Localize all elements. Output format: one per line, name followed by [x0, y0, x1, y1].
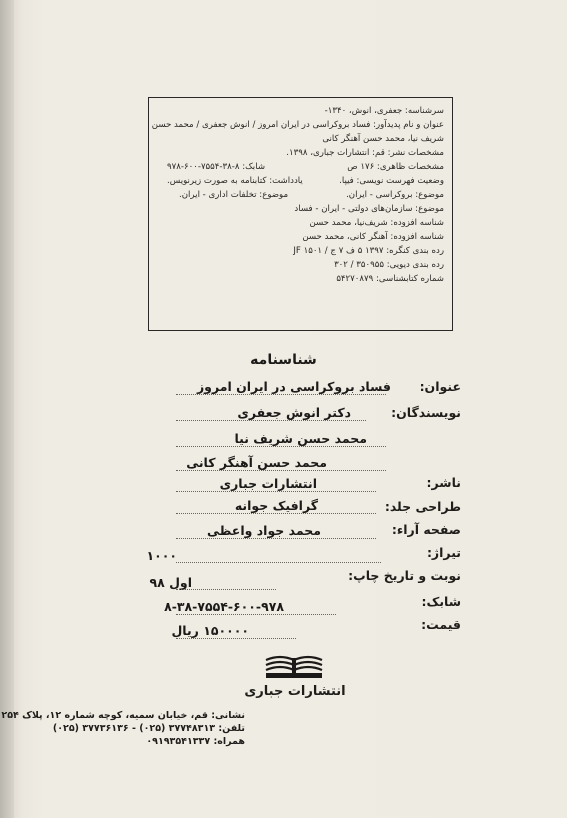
cover-design-value: گرافیک جوانه [234, 498, 318, 513]
dotted-rule [176, 614, 336, 615]
cip-line: عنوان و نام پدیدآور: فساد بروکراسی در ایران امروز / انوش جعفری / محمد حسن [151, 120, 444, 130]
title-value: فساد بروکراسی در ایران امروز [196, 379, 391, 394]
cip-line: شناسه افزوده: شریف‌نیا، محمد حسن [309, 218, 444, 228]
publisher-name: انتشارات جباری [244, 684, 346, 699]
publisher-logo-icon [262, 654, 326, 680]
print-run-value: ۱۰۰۰ [146, 548, 177, 563]
dotted-rule [176, 513, 376, 514]
cip-note: یادداشت: کتابنامه به صورت زیرنویس. [167, 176, 303, 186]
dotted-rule [176, 562, 381, 563]
cover-design-label: طراحی جلد: [384, 499, 461, 514]
author-2: محمد حسن شریف نیا [234, 431, 367, 446]
cip-subject-admin: موضوع: تخلفات اداری - ایران. [179, 190, 289, 200]
author-1: دکتر انوش جعفری [237, 405, 351, 420]
dotted-rule [176, 470, 386, 471]
cip-line: مشخصات نشر: قم: انتشارات جباری، ۱۳۹۸. [286, 148, 444, 158]
price-label: قیمت: [421, 617, 461, 632]
edition-value: اول ۹۸ [149, 575, 192, 590]
page-title: شناسنامه [250, 352, 317, 368]
publisher-label: ناشر: [426, 475, 461, 490]
dotted-rule [176, 638, 296, 639]
dotted-rule [176, 491, 376, 492]
layout-value: محمد جواد واعظی [206, 523, 321, 538]
authors-label: نویسندگان: [391, 405, 461, 420]
cip-line: وضعیت فهرست نویسی: فیپا. [339, 176, 444, 186]
author-3: محمد حسن آهنگر کانی [186, 455, 327, 470]
publisher-address: نشانی: قم، خیابان سمیه، کوچه شماره ۱۲، پلاک ۲۵۴ [1, 710, 245, 721]
dotted-rule [176, 394, 386, 395]
publisher-mobile: همراه: ۰۹۱۹۳۵۴۱۳۳۷ [146, 736, 245, 747]
cip-isbn: شابک: ۸-۳۸-۷۵۵۴-۶۰۰-۹۷۸ [167, 162, 266, 172]
publisher-phone: تلفن: ۳۷۷۴۸۳۱۳ (۰۲۵) - ۳۷۷۳۶۱۳۶ (۰۲۵) [52, 723, 245, 734]
layout-label: صفحه آراء: [391, 522, 461, 537]
dotted-rule [176, 589, 276, 590]
dotted-rule [176, 446, 386, 447]
dotted-rule [176, 538, 376, 539]
dotted-rule [176, 420, 366, 421]
cip-catalog-box [148, 97, 453, 331]
cip-line: موضوع: سازمان‌های دولتی - ایران - فساد [294, 204, 444, 214]
cip-line: موضوع: بروکراسی - ایران. [346, 190, 444, 200]
cip-line: سرشناسه: جعفری، انوش، ۱۳۴۰- [324, 106, 444, 116]
print-run-label: تیراژ: [426, 545, 461, 560]
cip-line: شماره کتابشناسی: ۵۴۲۷۰۸۷۹ [336, 274, 444, 284]
cip-line: شناسه افزوده: آهنگر کانی، محمد حسن [302, 232, 444, 242]
cip-line: رده بندی کنگره: ۱۳۹۷ ۵ ف ۷ ج / JF ۱۵۰۱ [293, 246, 444, 256]
isbn-label: شابک: [421, 594, 461, 609]
cip-line: رده بندی دیویی: ۳۵۰۹۵۵ / ۳۰۲ [334, 260, 444, 270]
isbn-value: ۸-۳۸-۷۵۵۴-۶۰۰-۹۷۸ [164, 599, 284, 614]
price-value: ۱۵۰۰۰۰ ریال [171, 623, 249, 638]
cip-line: مشخصات ظاهری: ۱۷۶ ص [347, 162, 444, 172]
title-label: عنوان: [419, 379, 461, 394]
publisher-value: انتشارات جباری [219, 476, 317, 491]
edition-label: نوبت و تاریخ چاپ: [348, 568, 461, 583]
cip-line: شریف نیا، محمد حسن آهنگر کانی [322, 134, 444, 144]
